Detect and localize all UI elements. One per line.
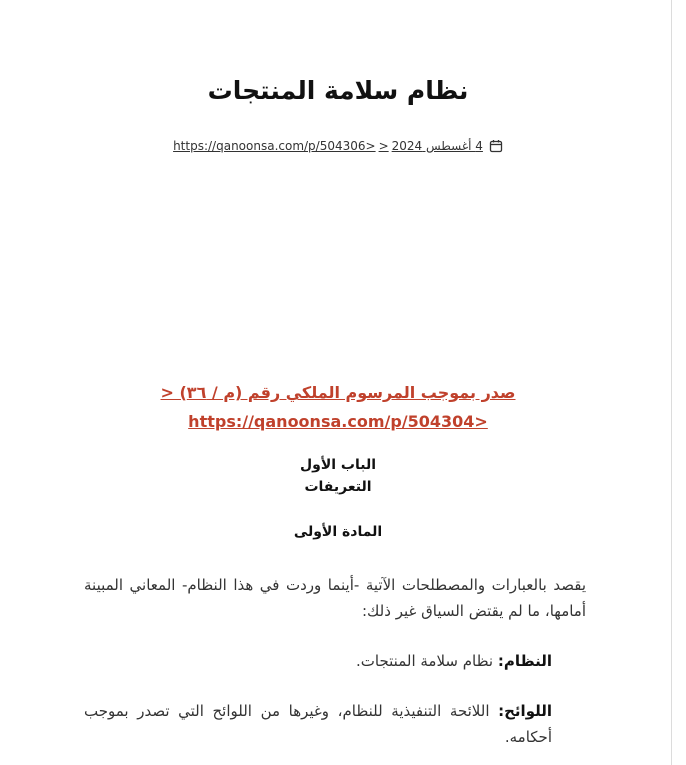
post-date: 4 أغسطس 2024 [391, 139, 483, 153]
chapter-heading [0, 454, 676, 498]
intro-paragraph: يقصد بالعبارات والمصطلحات الآتية -أينما وردت في هذا النظام- المعاني المبينة أمامها، ما لم يقتض السياق غير ذلك: [84, 576, 586, 620]
calendar-icon [489, 139, 503, 153]
page-title: نظام سلامة المنتجات [207, 76, 469, 105]
chapter-subtitle: التعريفات [304, 479, 372, 495]
definition-term: النظام: [497, 652, 552, 670]
post-meta [172, 136, 504, 156]
definition-item [84, 648, 552, 674]
chapter-title: الباب الأول [299, 457, 377, 473]
date-link-separator: < [378, 139, 389, 153]
decree-block [0, 378, 676, 436]
decree-url-link[interactable]: https://qanoonsa.com/p/504304> [188, 412, 488, 431]
definition-text: نظام سلامة المنتجات. [356, 652, 498, 670]
definition-text: اللائحة التنفيذية للنظام، وغيرها من اللوائح التي تصدر بموجب أحكامه. [84, 702, 552, 746]
article-title: المادة الأولى [293, 524, 383, 540]
definition-item [84, 698, 552, 750]
date-link-url: https://qanoonsa.com/p/504306> [173, 139, 376, 153]
definition-term: اللوائح: [498, 702, 552, 720]
decree-link[interactable]: صدر بموجب المرسوم الملكي رقم (م / ٣٦) < [160, 383, 516, 402]
date-link[interactable] [173, 139, 483, 153]
